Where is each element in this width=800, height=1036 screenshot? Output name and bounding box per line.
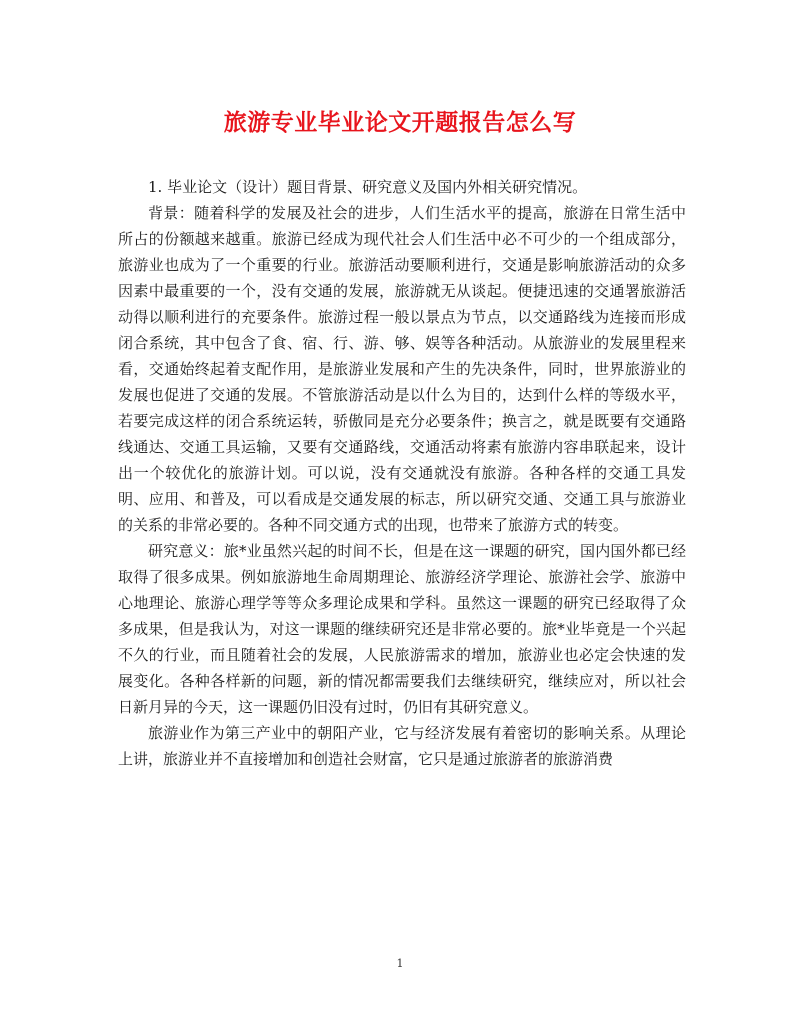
document-body [118,174,686,772]
page-number: 1 [396,957,404,970]
paragraph-background: 背景：随着科学的发展及社会的进步，人们生活水平的提高，旅游在日常生活中所占的份额越来越重。旅游已经成为现代社会人们生活中必不可少的一个组成部分，旅游业也成为了一个重要的行业。旅游活动要顺利进行，交通是影响旅游活动的众多因素中最重要的一个，没有交通的发展，旅游就无从谈起。便捷迅速的交通署旅游活动得以顺利进行的充要条件。旅游过程一般以景点为节点，以交通路线为连接而形成闭合系统，其中包含了食、宿、行、游、够、娱等各种活动。从旅游业的发展里程来看，交通始终起着支配作用，是旅游业发展和产生的先决条件，同时，世界旅游业的发展也促进了交通的发展。不管旅游活动是以什么为目的，达到什么样的等级水平，若要完成这样的闭合系统运转，骄傲同是充分必要条件；换言之，就是既要有交通路线通达、交通工具运输，又要有交通路线，交通活动将素有旅游内容串联起来，设计出一个较优化的旅游计划。可以说，没有交通就没有旅游。各种各样的交通工具发明、应用、和普及，可以看成是交通发展的标志，所以研究交通、交通工具与旅游业的关系的非常必要的。各种不同交通方式的出现，也带来了旅游方式的转变。 [118,204,686,534]
paragraph-significance: 研究意义：旅*业虽然兴起的时间不长，但是在这一课题的研究，国内国外都已经取得了很多成果。例如旅游地生命周期理论、旅游经济学理论、旅游社会学、旅游中心地理论、旅游心理学等等众多理论成果和学科。虽然这一课题的研究已经取得了众多成果，但是我认为，对这一课题的继续研究还是非常必要的。旅*业毕竟是一个兴起不久的行业，而且随着社会的发展，人民旅游需求的增加，旅游业也必定会快速的发展变化。各种各样新的问题，新的情况都需要我们去继续研究，继续应对，所以社会日新月异的今天，这一课题仍旧没有过时，仍旧有其研究意义。 [118,542,686,716]
document-title: 旅游专业毕业论文开题报告怎么写 [223,109,577,136]
paragraph-tourism-economy: 旅游业作为第三产业中的朝阳产业，它与经济发展有着密切的影响关系。从理论上讲，旅游业并不直接增加和创造社会财富，它只是通过旅游者的旅游消费 [118,724,686,768]
paragraph-heading: 1. 毕业论文（设计）题目背景、研究意义及国内外相关研究情况。 [148,178,588,196]
